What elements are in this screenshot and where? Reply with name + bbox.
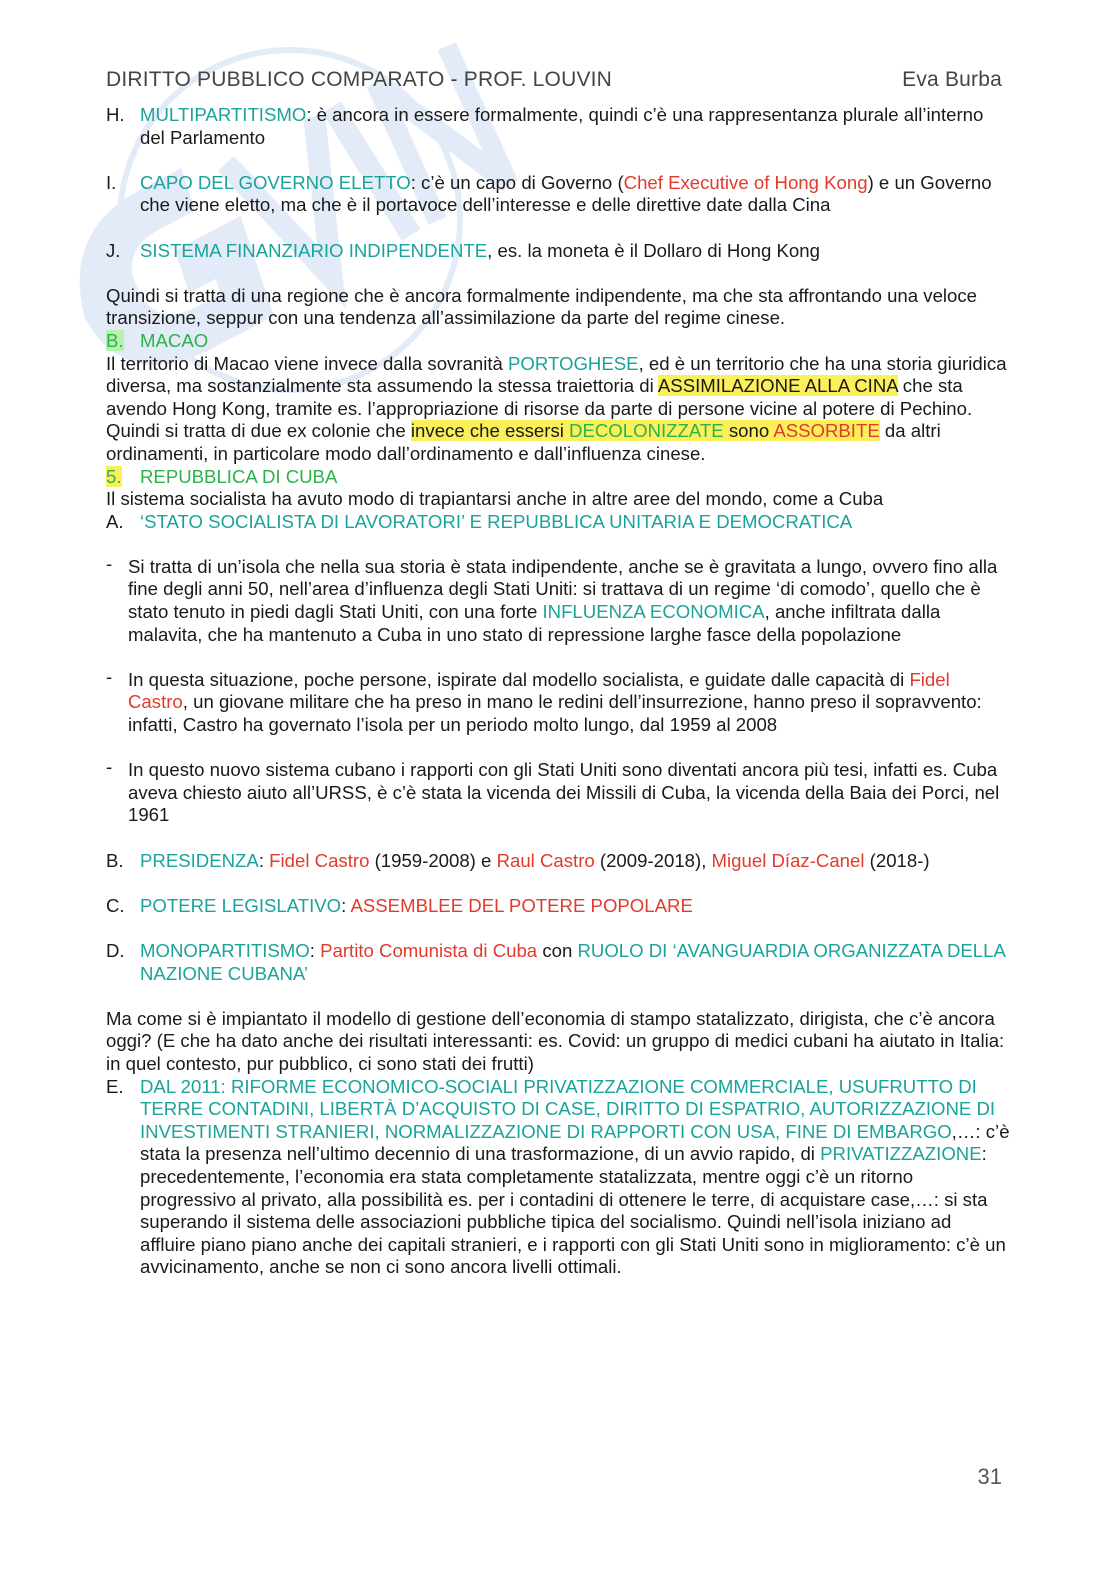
named-entity: ASSEMBLEE DEL POTERE POPOLARE	[350, 894, 693, 916]
named-entity: Fidel Castro	[269, 849, 370, 871]
list-item-a	[106, 511, 1011, 534]
paragraph-macao: Il territorio di Macao viene invece dalla sovranità PORTOGHESE, ed è un territorio che ha una storia giuridica diversa, ma sostanzialmente sta assumendo la stessa traiettoria di ASSIMILAZIONE ALLA CINA che sta avendo Hong Kong, tramite es. l’appropriazione di risorse da parte di persone vicine al potere di Pechino.	[106, 352, 1007, 419]
keyword: INFLUENZA ECONOMICA	[542, 601, 765, 623]
page-header	[106, 68, 1002, 92]
list-marker: E.	[106, 1075, 124, 1097]
named-entity: Fidel Castro	[128, 668, 950, 713]
named-entity: Raul Castro	[496, 849, 595, 871]
keyword: DAL 2011: RIFORME ECONOMICO-SOCIALI PRIVATIZZAZIONE COMMERCIALE, USUFRUTTO DI TERRE CONTADINI, LIBERTÀ D’ACQUISTO DI CASE, DIRITTO DI ESPATRIO, AUTORIZZAZIONE DI INVESTIMENTI STRANIERI, NORMALIZZAZIONE DI RAPPORTI CON USA, FINE DI EMBARGO	[140, 1075, 996, 1142]
section-title: REPUBBLICA DI CUBA	[140, 465, 338, 487]
keyword: MULTIPARTITISMO	[140, 104, 307, 125]
keyword: PRIVATIZZAZIONE	[820, 1143, 982, 1165]
section-heading-cuba	[106, 466, 1011, 489]
bullet-item: - In questa situazione, poche persone, ispirate dal modello socialista, e guidate dalle capacità di Fidel Castro, un giovane militare che ha preso in mano le redini dell’insurrezione, hanno preso il sopravvento: infatti, Castro ha governato l’isola per un periodo molto lungo, dal 1959 al 2008	[106, 665, 982, 736]
header-course-title: DIRITTO PUBBLICO COMPARATO - PROF. LOUVIN	[106, 68, 613, 91]
keyword: PORTOGHESE	[508, 352, 639, 374]
keyword: CAPO DEL GOVERNO ELETTO	[140, 171, 411, 193]
keyword: DECOLONIZZATE	[569, 420, 724, 442]
named-entity: Partito Comunista di Cuba	[320, 939, 538, 961]
list-item-j: J. SISTEMA FINANZIARIO INDIPENDENTE, es. la moneta è il Dollaro di Hong Kong	[106, 239, 820, 261]
list-marker: A.	[106, 510, 124, 532]
list-marker: J.	[106, 239, 121, 261]
bullet-marker: -	[106, 665, 113, 687]
bullet-item: - In questo nuovo sistema cubano i rapporti con gli Stati Uniti sono diventati ancora più tesi, infatti es. Cuba aveva chiesto aiuto all’URSS, è c’è stata la vicenda dei Missili di Cuba, la vicenda della Baia dei Porci, nel 1961	[106, 756, 1000, 826]
bullet-marker: -	[106, 552, 113, 574]
list-marker: I.	[106, 171, 117, 193]
document-body	[106, 104, 1011, 1301]
list-item-i: I. CAPO DEL GOVERNO ELETTO: c’è un capo di Governo (Chef Executive of Hong Kong) e un Governo che viene eletto, ma che è il portavoce dell’interesse e delle direttive date dalla Cina	[106, 171, 992, 216]
paragraph-hong-kong-summary: Quindi si tratta di una regione che è ancora formalmente indipendente, ma che sta affrontando una veloce transizione, seppur con una tendenza all’assimilazione da parte del regime cinese.	[106, 284, 978, 329]
list-marker: H.	[106, 104, 125, 125]
keyword: PRESIDENZA	[140, 849, 259, 871]
section-marker: 5.	[106, 465, 122, 487]
section-marker: B.	[106, 329, 124, 351]
bullet-item: - Si tratta di un’isola che nella sua storia è stata indipendente, anche se è gravitata a lungo, ovvero fino alla fine degli anni 50, nell’area d’influenza degli Stati Uniti: si trattava di un regime ‘di comodo’, quello che è stato tenuto in piedi dagli Stati Uniti, con una forte INFLUENZA ECONOMICA, anche infiltrata dalla malavita, che ha mantenuto a Cuba in uno stato di repressione larghe fasce della popolazione	[106, 552, 998, 645]
list-item-h: H. MULTIPARTITISMO: è ancora in essere formalmente, quindi c’è una rappresentanza plurale all’interno del Parlamento	[106, 104, 984, 148]
keyword: ‘STATO SOCIALISTA DI LAVORATORI’ E REPUBBLICA UNITARIA E DEMOCRATICA	[140, 510, 853, 532]
keyword: MONOPARTITISMO	[140, 939, 310, 961]
paragraph-cuba-intro: Il sistema socialista ha avuto modo di trapiantarsi anche in altre aree del mondo, come a Cuba	[106, 488, 884, 510]
list-item-b: B. PRESIDENZA: Fidel Castro (1959-2008) e Raul Castro (2009-2018), Miguel Díaz-Canel (2018-)	[106, 849, 930, 871]
list-marker: C.	[106, 894, 125, 916]
highlighted-text: ASSIMILAZIONE ALLA CINA	[657, 375, 898, 397]
paragraph-economy-question: Ma come si è impiantato il modello di gestione dell’economia di stampo statalizzato, dirigista, che c’è ancora oggi? (E che ha dato anche dei risultati interessanti: es. Covid: un gruppo di medici cubani ha aiutato in Italia: in quel contesto, pur pubblico, ci sono stati dei frutti)	[106, 1007, 1005, 1074]
list-marker: B.	[106, 849, 124, 871]
section-heading-macao	[106, 330, 1011, 353]
bullet-marker: -	[106, 756, 113, 778]
keyword: RUOLO DI ‘AVANGUARDIA ORGANIZZATA DELLA NAZIONE CUBANA’	[140, 939, 1005, 984]
keyword: POTERE LEGISLATIVO	[140, 894, 342, 916]
named-entity: Miguel Díaz-Canel	[711, 849, 865, 871]
header-author: Eva Burba	[902, 68, 1002, 91]
paragraph-ex-colonies: Quindi si tratta di due ex colonie che invece che essersi DECOLONIZZATE sono ASSORBITE da altri ordinamenti, in particolare modo dall’ordinamento e dall’influenza cinese.	[106, 420, 941, 464]
section-title: MACAO	[140, 329, 209, 351]
page-number: 31	[977, 1464, 1002, 1489]
list-marker: D.	[106, 939, 125, 961]
named-entity: Chef Executive of Hong Kong	[623, 171, 868, 193]
list-item-c: C. POTERE LEGISLATIVO: ASSEMBLEE DEL POTERE POPOLARE	[106, 894, 693, 916]
keyword: SISTEMA FINANZIARIO INDIPENDENTE	[140, 239, 488, 261]
list-item-e: E. DAL 2011: RIFORME ECONOMICO-SOCIALI PRIVATIZZAZIONE COMMERCIALE, USUFRUTTO DI TERRE CONTADINI, LIBERTÀ D’ACQUISTO DI CASE, DIRITTO DI ESPATRIO, AUTORIZZAZIONE DI INVESTIMENTI STRANIERI, NORMALIZZAZIONE DI RAPPORTI CON USA, FINE DI EMBARGO,…: c’è stata la presenza nell’ultimo decennio di una trasformazione, di un avvio rapido, di PRIVATIZZAZIONE: precedentemente, l’economia era stata completamente statalizzata, mentre oggi c’è un ritorno progressivo al privato, alla possibilità es. per i contadini di ottenere le terre, di acquistare case,…: si sta superando il sistema delle associazioni pubbliche tipica del socialismo. Quindi nell’isola iniziano ad affluire piano piano anche dei capitali stranieri, e i rapporti con gli Stati Uniti sono in miglioramento: c’è un avvicinamento, anche se non ci sono ancora livelli ottimali.	[106, 1075, 1010, 1278]
list-item-d: D. MONOPARTITISMO: Partito Comunista di Cuba con RUOLO DI ‘AVANGUARDIA ORGANIZZATA DELLA NAZIONE CUBANA’	[106, 939, 1005, 984]
keyword: ASSORBITE	[773, 420, 880, 442]
